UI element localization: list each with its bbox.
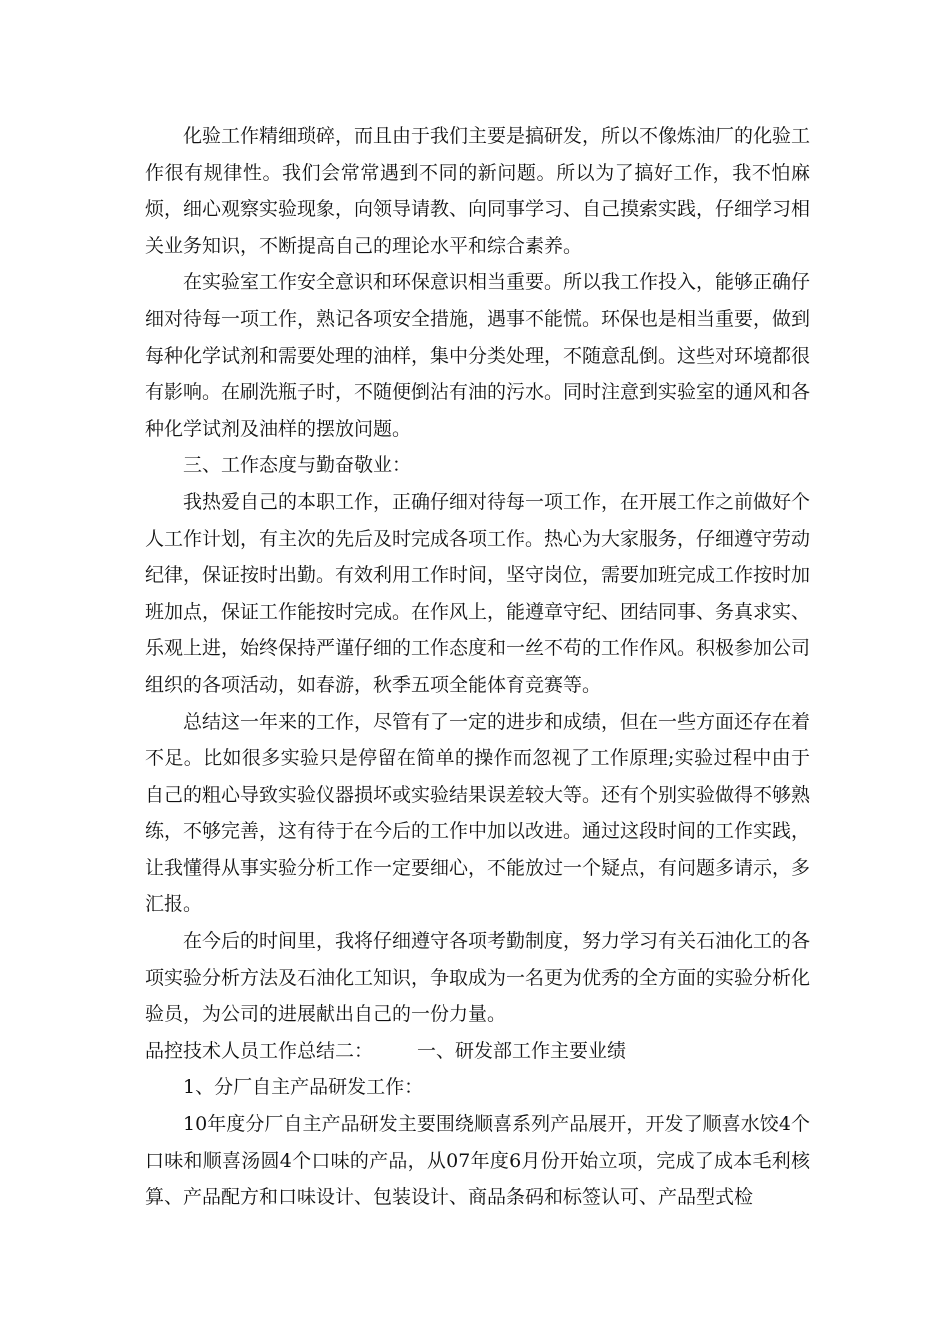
paragraph-attitude: 我热爱自己的本职工作，正确仔细对待每一项工作，在开展工作之前做好个人工作计划，有主次的先后及时完成各项工作。热心为大家服务，仔细遵守劳动纪律，保证按时出勤。有效利用工作时间，坚守岗位，需要加班完成工作按时加班加点，保证工作能按时完成。在作风上，能遵章守纪、团结同事、务真求实、乐观上进，始终保持严谨仔细的工作态度和一丝不苟的工作作风。积极参加公司组织的各项活动，如春游，秋季五项全能体育竞赛等。 [145,490,811,696]
paragraph-safety: 在实验室工作安全意识和环保意识相当重要。所以我工作投入，能够正确仔细对待每一项工作，熟记各项安全措施，遇事不能慌。环保也是相当重要，做到每种化学试剂和需要处理的油样，集中分类处理，不随意乱倒。这些对环境都很有影响。在刷洗瓶子时，不随便倒沾有油的污水。同时注意到实验室的通风和各种化学试剂及油样的摆放问题。 [145,271,811,440]
paragraph-lab-work: 化验工作精细琐碎，而且由于我们主要是搞研发，所以不像炼油厂的化验工作很有规律性。我们会常常遇到不同的新问题。所以为了搞好工作，我不怕麻烦，细心观察实验现象，向领导请教、向同事学习、自己摸索实践，仔细学习相关业务知识，不断提高自己的理论水平和综合素养。 [145,125,811,257]
heading-work-attitude: 三、工作态度与勤奋敬业： [183,454,412,477]
paragraph-summary: 总结这一年来的工作，尽管有了一定的进步和成绩，但在一些方面还存在着不足。比如很多实验只是停留在简单的操作而忽视了工作原理;实验过程中由于自己的粗心导致实验仪器损坏或实验结果误差较大等。还有个别实验做得不够熟练，不够完善，这有待于在今后的工作中加以改进。通过这段时间的工作实践，让我懂得从事实验分析工作一定要细心，不能放过一个疑点，有问题多请示，多汇报。 [145,710,811,916]
heading-branch-product: 1、分厂自主产品研发工作： [183,1076,424,1099]
paragraph-product-dev: 10年度分厂自主产品研发主要围绕顺喜系列产品展开，开发了顺喜水饺4个口味和顺喜汤圆4个口味的产品，从07年度6月份开始立项，完成了成本毛利核算、产品配方和口味设计、包装设计、商品条码和标签认可、产品型式检 [145,1113,810,1209]
section-subtitle: 一、研发部工作主要业绩 [417,1039,627,1062]
section-heading [145,1033,810,1070]
section-title: 品控技术人员工作总结二： [145,1039,374,1062]
paragraph-future: 在今后的时间里，我将仔细遵守各项考勤制度，努力学习有关石油化工的各项实验分析方法及石油化工知识，争取成为一名更为优秀的全方面的实验分析化验员，为公司的进展献出自己的一份力量。 [145,930,811,1026]
document-body [145,118,810,1216]
